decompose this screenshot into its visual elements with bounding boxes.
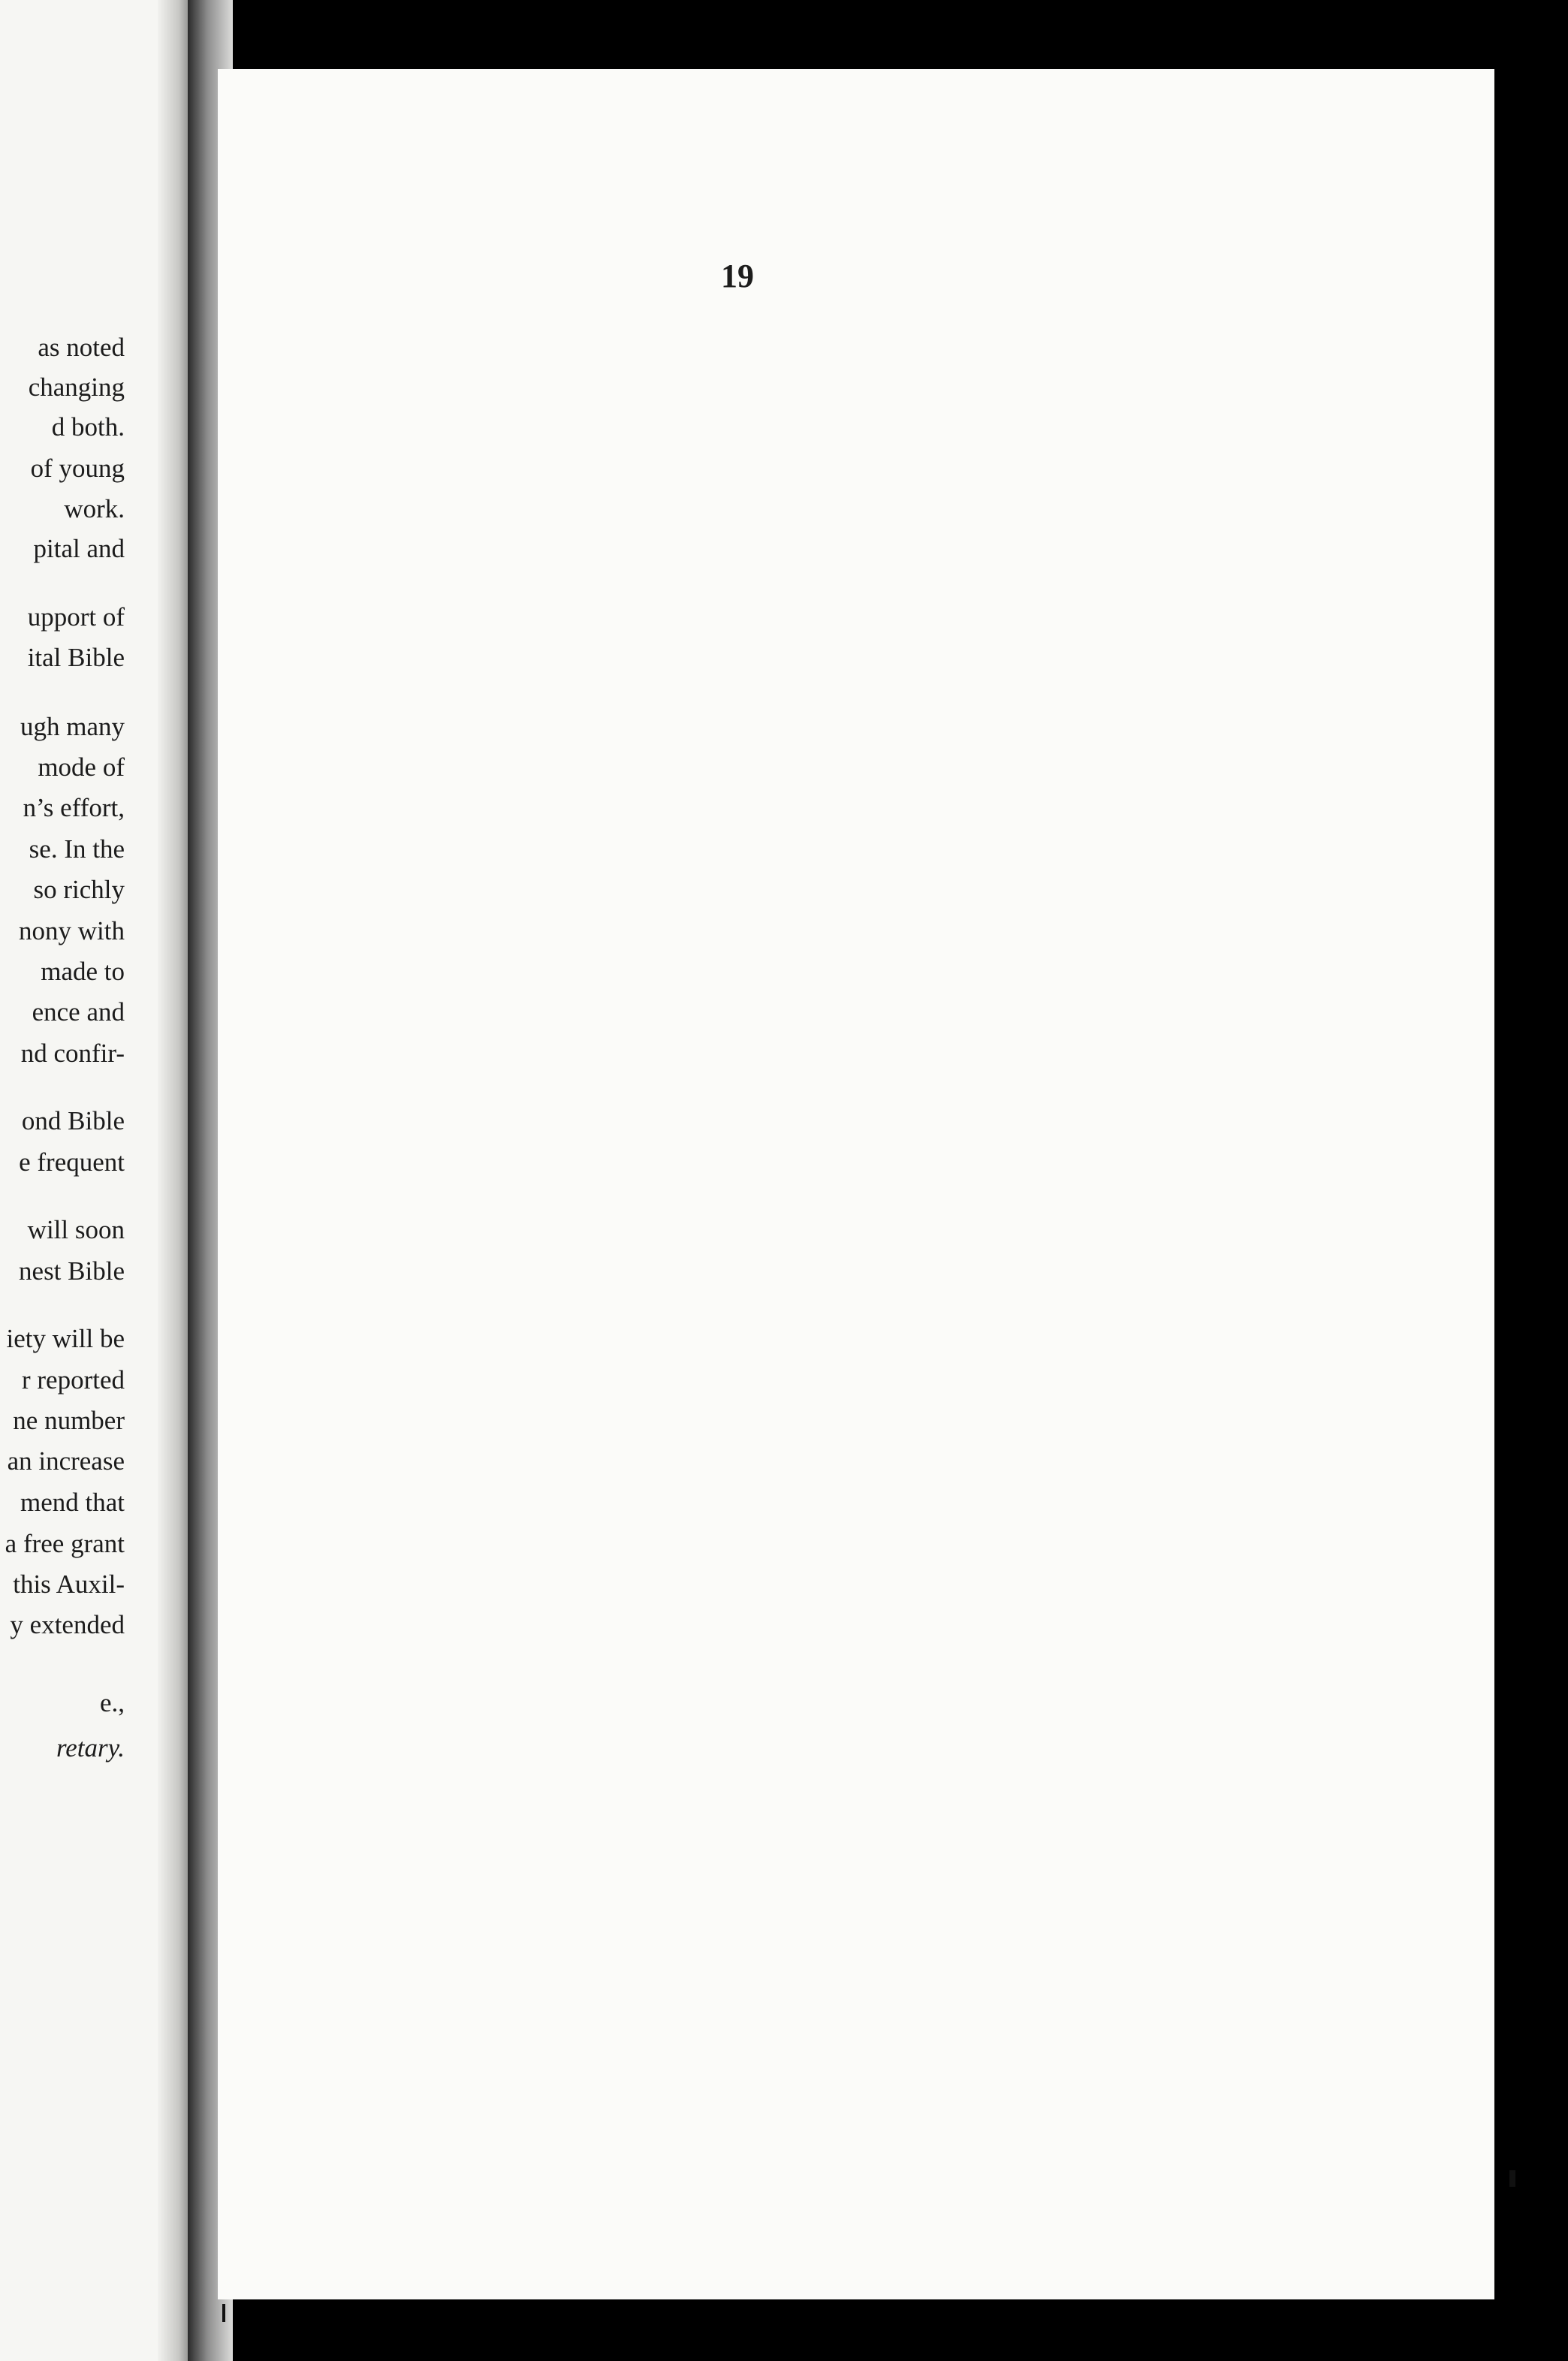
left-page-line: n’s effort, [23,793,125,822]
left-page-line: nony with [19,916,125,945]
edge-mark [1509,2170,1515,2187]
left-page-line: upport of [27,602,125,632]
left-page-line: as noted [38,333,125,362]
left-page-line: retary. [56,1733,125,1762]
edge-mark [222,2304,225,2322]
left-page-line: iety will be [6,1324,125,1353]
left-page-line: made to [41,957,125,986]
left-page-line: of young [30,454,125,483]
page-edge-shadow [158,0,188,2361]
left-page-line: ond Bible [21,1106,125,1135]
left-page-line: pital and [33,534,125,563]
left-page-line: so richly [33,875,125,904]
left-page-line: se. In the [29,834,125,864]
left-page-line: nest Bible [19,1256,125,1286]
left-page-line: e., [99,1688,125,1717]
left-page-line: nd confir- [20,1039,125,1068]
left-page-line: ugh many [20,712,125,741]
ledger-header [1547,369,1568,2127]
account-ledger [1547,369,1568,2127]
left-page-line: y extended [10,1610,125,1639]
left-page-line: e frequent [19,1147,125,1177]
left-page-line: mend that [20,1488,125,1517]
left-page-line: ital Bible [27,643,125,672]
left-page-line: an increase [7,1446,125,1476]
left-page-line: changing [28,372,125,402]
left-page-line: d both. [51,412,125,442]
left-page-line: mode of [38,752,125,782]
left-page-line: a free grant [5,1529,125,1558]
left-page-line: work. [64,494,125,523]
left-page-line: r reported [21,1365,125,1395]
left-facing-page [0,0,188,2361]
page-number: 19 [721,258,754,294]
left-page-line: this Auxil- [13,1569,125,1599]
left-page-line: ne number [13,1406,125,1435]
left-page-line: will soon [27,1215,125,1244]
left-page-line: ence and [32,997,125,1027]
main-page [218,69,1494,2299]
